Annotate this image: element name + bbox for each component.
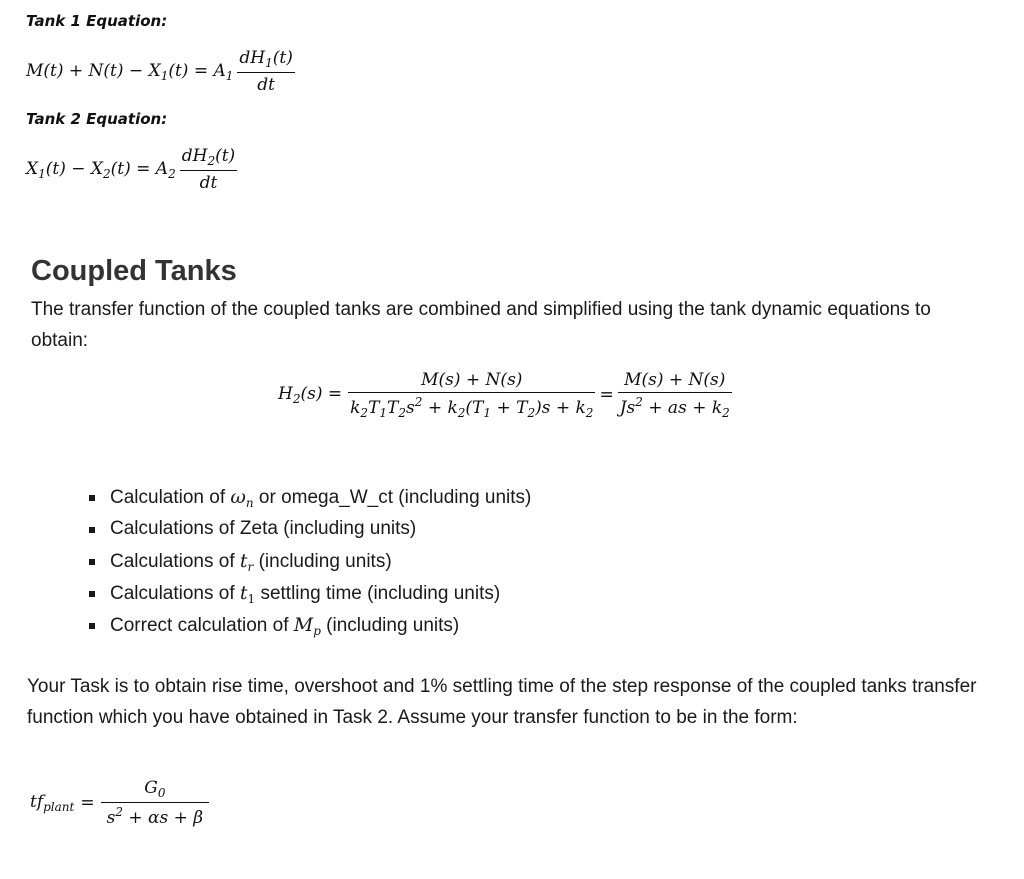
tf-fraction-2: $\frac{M(s) + N(s)}{Js^2 + as + k_2}$ — [619, 370, 730, 420]
task-description: Your Task is to obtain rise time, overshoot and 1% settling time of the step response of the coupled tanks transfer function which you have obtained in Task 2. Assume your transfer function to be in the form: — [27, 676, 977, 728]
plant-fraction: $\frac{G_0}{s^2 + \alpha s + \beta}$ — [101, 778, 210, 828]
tank2-derivative: $\frac{dH_2(t)}{dt}$ — [181, 146, 236, 193]
list-item: Calculations of Zeta (including units) — [86, 517, 531, 549]
list-item: Calculations of $t_1$ settling time (including units) — [86, 581, 531, 613]
tank2-label: Tank 2 Equation: — [26, 110, 168, 128]
plant-equals: = — [80, 793, 95, 813]
tf-plant-lhs: $tf_{plant}$ — [30, 792, 75, 814]
tank2-lhs: $X_1(t) - X_2(t) = A_2$ — [26, 158, 176, 181]
list-item: Calculations of $t_r$ (including units) — [86, 549, 531, 581]
tank2-equation — [26, 146, 237, 193]
section-heading: Coupled Tanks — [31, 255, 237, 287]
coupled-intro: The transfer function of the coupled tanks are combined and simplified using the tank dynamic equations to obtain: — [31, 299, 931, 351]
tank1-derivative: $\frac{dH_1(t)}{dt}$ — [239, 48, 293, 95]
tank1-equation — [26, 48, 295, 95]
h2-lhs: $H_2(s)$ = — [278, 384, 343, 406]
tank1-label: Tank 1 Equation: — [26, 12, 168, 30]
plant-transfer-function — [30, 778, 209, 828]
tank1-lhs: $M(t) + N(t) - X_1(t) = A_1$ — [26, 60, 234, 83]
list-item: Calculation of $\omega_n$ or omega_W_ct (including units) — [86, 485, 531, 517]
equals-sign: = — [599, 385, 614, 405]
tf-fraction-1: $\frac{M(s) + N(s)}{k_2T_1T_2s^2 + k_2(T_1 + T_2)s + k_2}$ — [350, 370, 594, 420]
coupled-transfer-function — [278, 370, 732, 420]
requirements-list — [86, 485, 531, 645]
list-item: Correct calculation of $M_p$ (including units) — [86, 613, 531, 645]
